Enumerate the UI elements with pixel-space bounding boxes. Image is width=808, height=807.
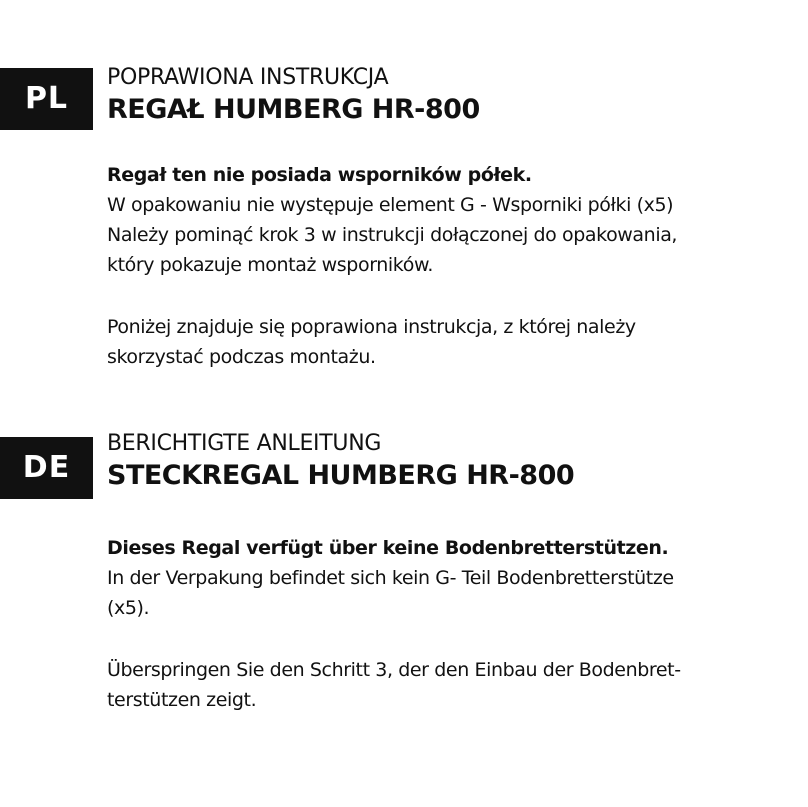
section-subtitle-de: BERICHTIGTE ANLEITUNG [107, 431, 382, 456]
section-header-de [107, 430, 777, 494]
body-line: Należy pominąć krok 3 w instrukcji dołączonej do opakowania, [107, 224, 678, 246]
body-line: (x5). [107, 597, 150, 619]
section-subtitle-pl: POPRAWIONA INSTRUKCJA [107, 65, 389, 90]
body-line: Poniżej znajduje się poprawiona instrukcja, z której należy [107, 316, 636, 338]
section-body-pl [107, 160, 787, 372]
lead-sentence-de: Dieses Regal verfügt über keine Bodenbretterstützen. [107, 537, 669, 559]
section-header-pl [107, 64, 777, 128]
body-line: który pokazuje montaż wsporników. [107, 254, 433, 276]
body-line: terstützen zeigt. [107, 689, 257, 711]
body-line: skorzystać podczas montażu. [107, 346, 376, 368]
section-body-de [107, 533, 787, 715]
section-title-de: STECKREGAL HUMBERG HR-800 [107, 460, 575, 491]
body-line: In der Verpakung befindet sich kein G- Teil Bodenbretterstütze [107, 567, 674, 589]
language-badge-pl: PL [0, 68, 93, 130]
body-line: Überspringen Sie den Schritt 3, der den Einbau der Bodenbret- [107, 659, 681, 681]
section-title-pl: REGAŁ HUMBERG HR-800 [107, 94, 480, 125]
language-badge-de: DE [0, 437, 93, 499]
body-line: W opakowaniu nie występuje element G - Wsporniki półki (x5) [107, 194, 674, 216]
lead-sentence-pl: Regał ten nie posiada wsporników półek. [107, 164, 532, 186]
